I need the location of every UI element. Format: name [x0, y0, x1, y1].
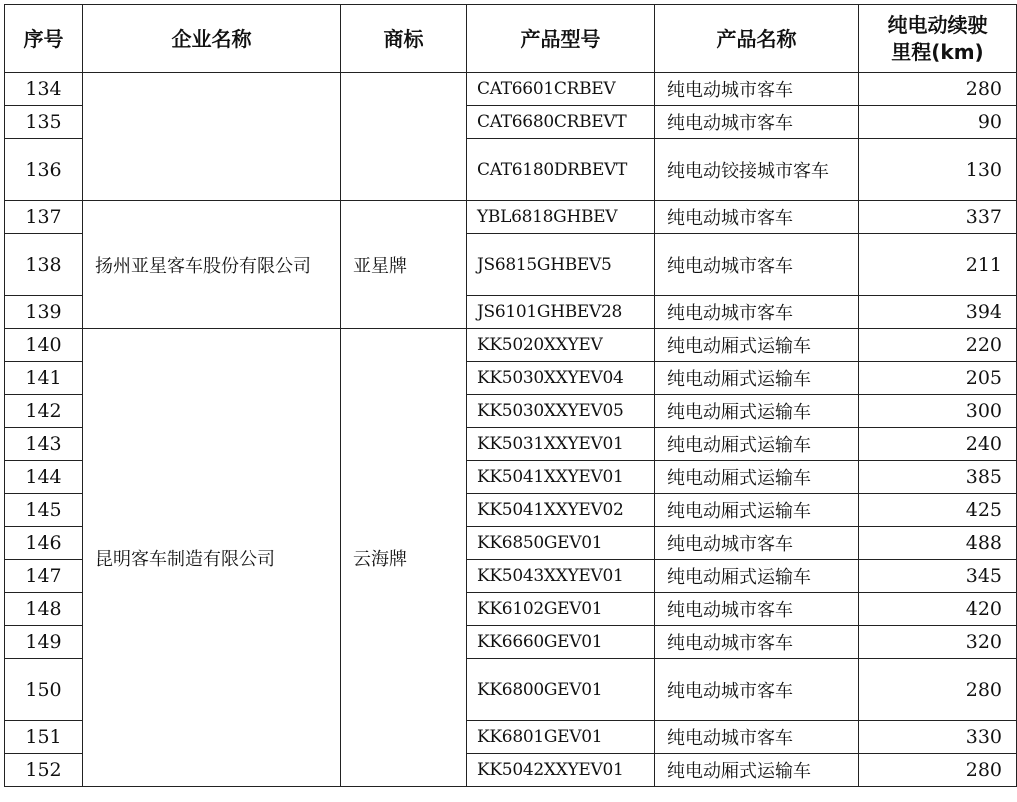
header-seq: 序号	[5, 5, 83, 73]
model-cell: KK5043XXYEV01	[467, 560, 655, 593]
range-cell: 280	[859, 73, 1017, 106]
header-range	[859, 5, 1017, 73]
seq-cell: 138	[5, 234, 83, 296]
range-cell: 130	[859, 139, 1017, 201]
product-name-cell: 纯电动厢式运输车	[655, 494, 859, 527]
range-cell: 385	[859, 461, 1017, 494]
range-cell: 320	[859, 626, 1017, 659]
ev-catalog-table	[4, 4, 1017, 787]
model-cell: KK5042XXYEV01	[467, 754, 655, 787]
product-name-cell: 纯电动城市客车	[655, 106, 859, 139]
brand-cell: 云海牌	[341, 329, 467, 787]
model-cell: JS6815GHBEV5	[467, 234, 655, 296]
range-cell: 337	[859, 201, 1017, 234]
model-cell: KK6102GEV01	[467, 593, 655, 626]
product-name-cell: 纯电动城市客车	[655, 201, 859, 234]
table-row	[5, 201, 1017, 234]
product-name-cell: 纯电动城市客车	[655, 626, 859, 659]
table-body	[5, 73, 1017, 787]
table-row	[5, 329, 1017, 362]
model-cell: KK5041XXYEV02	[467, 494, 655, 527]
range-cell: 420	[859, 593, 1017, 626]
product-name-cell: 纯电动城市客车	[655, 73, 859, 106]
header-product: 产品名称	[655, 5, 859, 73]
range-cell: 345	[859, 560, 1017, 593]
range-cell: 211	[859, 234, 1017, 296]
seq-cell: 137	[5, 201, 83, 234]
seq-cell: 151	[5, 721, 83, 754]
product-name-cell: 纯电动城市客车	[655, 721, 859, 754]
model-cell: CAT6601CRBEV	[467, 73, 655, 106]
model-cell: CAT6680CRBEVT	[467, 106, 655, 139]
range-cell: 425	[859, 494, 1017, 527]
seq-cell: 147	[5, 560, 83, 593]
product-name-cell: 纯电动厢式运输车	[655, 329, 859, 362]
range-cell: 280	[859, 659, 1017, 721]
product-name-cell: 纯电动城市客车	[655, 234, 859, 296]
range-cell: 220	[859, 329, 1017, 362]
range-cell: 280	[859, 754, 1017, 787]
model-cell: JS6101GHBEV28	[467, 296, 655, 329]
model-cell: KK5030XXYEV05	[467, 395, 655, 428]
company-cell: 昆明客车制造有限公司	[83, 329, 341, 787]
model-cell: KK6801GEV01	[467, 721, 655, 754]
model-cell: YBL6818GHBEV	[467, 201, 655, 234]
header-range-line1: 纯电动续驶	[887, 12, 988, 37]
range-cell: 205	[859, 362, 1017, 395]
seq-cell: 139	[5, 296, 83, 329]
header-range-line2: 里程(km)	[891, 39, 984, 64]
seq-cell: 136	[5, 139, 83, 201]
product-name-cell: 纯电动铰接城市客车	[655, 139, 859, 201]
brand-cell	[341, 73, 467, 201]
seq-cell: 140	[5, 329, 83, 362]
seq-cell: 142	[5, 395, 83, 428]
table-row	[5, 73, 1017, 106]
company-cell	[83, 73, 341, 201]
range-cell: 330	[859, 721, 1017, 754]
seq-cell: 134	[5, 73, 83, 106]
seq-cell: 149	[5, 626, 83, 659]
header-model: 产品型号	[467, 5, 655, 73]
brand-cell: 亚星牌	[341, 201, 467, 329]
product-name-cell: 纯电动厢式运输车	[655, 362, 859, 395]
seq-cell: 135	[5, 106, 83, 139]
product-name-cell: 纯电动厢式运输车	[655, 428, 859, 461]
model-cell: KK6660GEV01	[467, 626, 655, 659]
product-name-cell: 纯电动厢式运输车	[655, 560, 859, 593]
header-company: 企业名称	[83, 5, 341, 73]
range-cell: 394	[859, 296, 1017, 329]
range-cell: 90	[859, 106, 1017, 139]
seq-cell: 145	[5, 494, 83, 527]
seq-cell: 150	[5, 659, 83, 721]
seq-cell: 146	[5, 527, 83, 560]
seq-cell: 141	[5, 362, 83, 395]
product-name-cell: 纯电动城市客车	[655, 527, 859, 560]
range-cell: 240	[859, 428, 1017, 461]
range-cell: 488	[859, 527, 1017, 560]
seq-cell: 143	[5, 428, 83, 461]
header-brand: 商标	[341, 5, 467, 73]
seq-cell: 144	[5, 461, 83, 494]
product-name-cell: 纯电动城市客车	[655, 659, 859, 721]
seq-cell: 148	[5, 593, 83, 626]
model-cell: KK5031XXYEV01	[467, 428, 655, 461]
product-name-cell: 纯电动厢式运输车	[655, 395, 859, 428]
model-cell: KK5041XXYEV01	[467, 461, 655, 494]
product-name-cell: 纯电动城市客车	[655, 593, 859, 626]
model-cell: KK5020XXYEV	[467, 329, 655, 362]
model-cell: KK6800GEV01	[467, 659, 655, 721]
seq-cell: 152	[5, 754, 83, 787]
range-cell: 300	[859, 395, 1017, 428]
product-name-cell: 纯电动厢式运输车	[655, 754, 859, 787]
header-row	[5, 5, 1017, 73]
product-name-cell: 纯电动厢式运输车	[655, 461, 859, 494]
product-name-cell: 纯电动城市客车	[655, 296, 859, 329]
company-cell: 扬州亚星客车股份有限公司	[83, 201, 341, 329]
model-cell: KK5030XXYEV04	[467, 362, 655, 395]
model-cell: KK6850GEV01	[467, 527, 655, 560]
model-cell: CAT6180DRBEVT	[467, 139, 655, 201]
